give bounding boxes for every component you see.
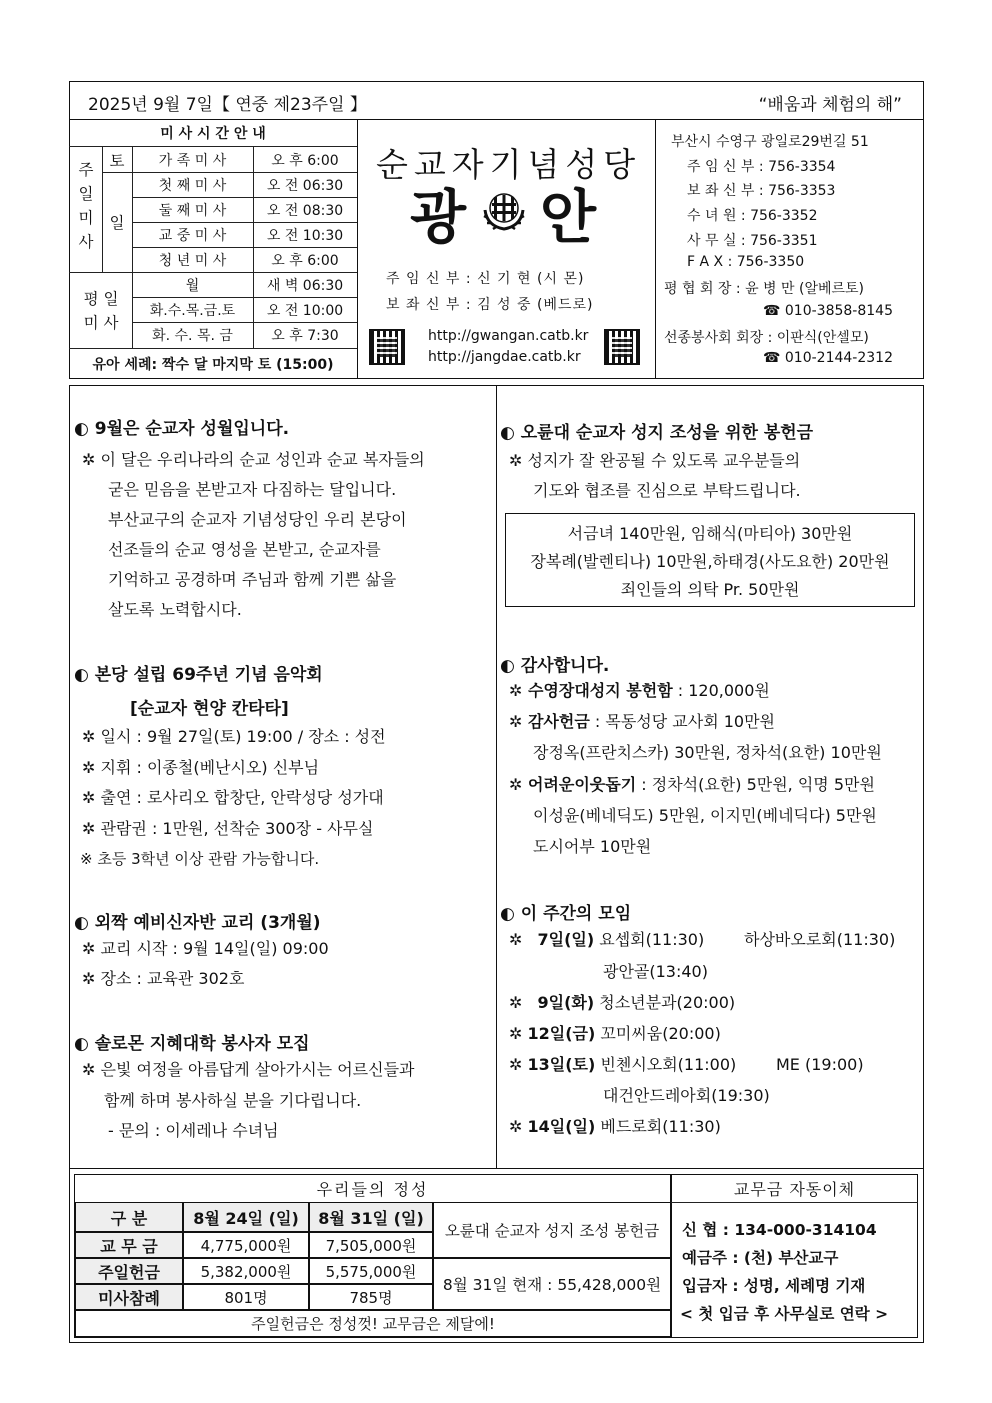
auto-transfer-title: 교무금 자동이체: [733, 1180, 856, 1199]
text-line: ✲ 감사헌금 : 목동성당 교사회 10만원: [509, 712, 776, 731]
meeting-row: 광안골(13:40): [603, 962, 708, 981]
text-line: 살도록 노력합시다.: [108, 600, 242, 619]
text-line: 장정옥(프란치스카) 30만원, 정차석(요한) 10만원: [533, 743, 882, 762]
mission-phone: ☎ 010-2144-2312: [763, 350, 893, 366]
url-link[interactable]: http://gwangan.catb.kr: [428, 328, 589, 344]
offering-cell: 785명: [309, 1284, 433, 1310]
mass-row-time: 오 전 08:30: [266, 202, 344, 219]
sunday-mass-label: 주 일 미 사: [78, 161, 94, 251]
section-catechism-title: ◐ 외짝 예비신자반 교리 (3개월): [74, 913, 321, 933]
text-line: ✲ 어려운이웃돕기 : 정차석(요한) 5만원, 익명 5만원: [509, 775, 875, 794]
text-line: 이성윤(베네딕도) 5만원, 이지민(베네딕다) 5만원: [533, 806, 877, 825]
text-line: 굳은 믿음을 본받고자 다짐하는 달입니다.: [108, 480, 397, 499]
text-line: ✲ 지휘 : 이종철(베난시오) 신부님: [82, 758, 320, 777]
text-line: 선조들의 순교 영성을 본받고, 순교자를: [108, 540, 381, 559]
section-concert-subtitle: [순교자 현양 칸타타]: [130, 699, 289, 719]
meeting-row: ✲ 7일(일) 요셉회(11:30): [509, 930, 705, 949]
section-volunteer-title: ◐ 솔로몬 지혜대학 봉사자 모집: [74, 1034, 310, 1054]
contact-line: 수 녀 원 : 756-3352: [687, 208, 818, 224]
sunday-label: 일: [109, 214, 125, 232]
motto: “배움과 체험의 해”: [758, 95, 902, 115]
donor-line: 죄인들의 의탁 Pr. 50만원: [620, 580, 800, 599]
contact-line: F A X : 756-3350: [687, 254, 805, 270]
text-line: ✲ 은빛 여정을 아름답게 살아가시는 어르신들과: [82, 1060, 415, 1079]
weekday-row-name: 화. 수. 목. 금: [152, 328, 233, 344]
infant-baptism-note: 유아 세례: 짝수 달 마지막 토 (15:00): [92, 356, 334, 373]
donor-line: 서금녀 140만원, 임해식(마티아) 30만원: [567, 524, 853, 543]
transfer-line: 신 협 : 134-000-314104: [682, 1221, 877, 1239]
mass-row-name: 가 족 미 사: [158, 152, 227, 169]
section-concert-title: ◐ 본당 설립 69주년 기념 음악회: [74, 665, 323, 685]
url-link[interactable]: http://jangdae.catb.kr: [428, 349, 581, 365]
section-shrine-offering-title: ◐ 오륜대 순교자 성지 조성을 위한 봉헌금: [500, 423, 814, 443]
qr-code-icon[interactable]: [369, 329, 405, 365]
section-meetings-title: ◐ 이 주간의 모임: [500, 904, 632, 924]
offering-cell: 5,575,000원: [309, 1258, 433, 1284]
offering-row-label: 교 무 금: [75, 1232, 183, 1258]
meeting-row: ✲ 9일(화) 청소년분과(20:00): [509, 993, 736, 1012]
offering-row-label: 미사참례: [75, 1284, 183, 1310]
offering-footer: 주일헌금은 정성껏! 교무금은 제달에!: [75, 1310, 671, 1337]
church-name: 순교자기념성당: [376, 145, 642, 184]
mass-row-name: 첫 째 미 사: [158, 177, 227, 194]
offering-col-label: 구 분: [75, 1202, 183, 1232]
offering-col-header: 8월 31일 (일): [309, 1202, 433, 1232]
weekday-row-name: 화.수.목.금.토: [149, 302, 236, 319]
cross-wreath-emblem: [479, 184, 529, 234]
text-line: - 문의 : 이세레나 수녀님: [108, 1121, 279, 1140]
contact-line: 사 무 실 : 756-3351: [687, 233, 818, 249]
donors-box: [505, 513, 915, 607]
address: 부산시 수영구 광일로29번길 51: [671, 134, 869, 150]
transfer-line: 예금주 : (천) 부산교구: [682, 1249, 839, 1267]
contact-line: 주 임 신 부 : 756-3354: [687, 159, 836, 175]
offering-cell: 4,775,000원: [183, 1232, 309, 1258]
text-line: ✲ 일시 : 9월 27일(토) 19:00 / 장소 : 성전: [82, 727, 386, 746]
text-line: ✲ 장소 : 교육관 302호: [82, 969, 245, 988]
weekday-mass-label: 평 일 미 사: [83, 290, 119, 332]
mass-row-time: 오 전 10:30: [266, 227, 344, 244]
council-phone: ☎ 010-3858-8145: [763, 303, 893, 319]
mass-row-time: 오 후 6:00: [271, 152, 339, 169]
council-president: 평 협 회 장 : 윤 병 만 (알베르토): [664, 281, 865, 297]
text-line: 기도와 협조를 진심으로 부탁드립니다.: [533, 481, 801, 500]
meeting-row: 대건안드레아회(19:30): [603, 1086, 770, 1105]
contact-line: 보 좌 신 부 : 756-3353: [687, 183, 836, 199]
offering-cell: 7,505,000원: [309, 1232, 433, 1258]
assistant-line: 보 좌 신 부 : 김 성 중 (베드로): [386, 297, 594, 313]
mass-schedule-title: 미 사 시 간 안 내: [160, 126, 266, 142]
weekday-row-time: 새 벽 06:30: [266, 277, 344, 294]
pastor-line: 주 임 신 부 : 신 기 현 (시 몬): [386, 271, 585, 287]
mass-row-time: 오 전 06:30: [266, 177, 344, 194]
meeting-row: ✲ 13일(토) 빈첸시오회(11:00): [509, 1055, 737, 1074]
weekday-row-name: 월: [185, 277, 200, 294]
offering-col-header: 오륜대 순교자 성지 조성 봉헌금: [433, 1202, 671, 1258]
meeting-row: ✲ 12일(금) 꼬미씨움(20:00): [509, 1024, 721, 1043]
text-line: ※ 초등 3학년 이상 관람 가능합니다.: [80, 850, 320, 868]
bulletin-title-right: 안: [540, 183, 597, 251]
meeting-extra: 하상바오로회(11:30): [744, 930, 896, 949]
text-line: ✲ 출연 : 로사리오 합창단, 안락성당 성가대: [82, 788, 384, 807]
mass-row-name: 교 중 미 사: [158, 227, 227, 244]
text-line: ✲ 성지가 잘 완공될 수 있도록 교우분들의: [509, 451, 801, 470]
text-line: ✲ 관람권 : 1만원, 선착순 300장 - 사무실: [82, 819, 374, 838]
shrine-fund-total: 8월 31일 현재 : 55,428,000원: [433, 1258, 671, 1310]
text-line: 도시어부 10만원: [533, 837, 652, 856]
weekday-row-time: 오 후 7:30: [271, 328, 339, 344]
offering-cell: 5,382,000원: [183, 1258, 309, 1284]
text-line: ✲ 수영장대성지 봉헌함 : 120,000원: [509, 681, 770, 700]
offering-cell: 801명: [183, 1284, 309, 1310]
text-line: 함께 하며 봉사하실 분을 기다립니다.: [104, 1091, 362, 1110]
text-line: ✲ 이 달은 우리나라의 순교 성인과 순교 복자들의: [82, 450, 425, 469]
mass-row-name: 청 년 미 사: [158, 252, 227, 269]
section-martyrs-month-title: ◐ 9월은 순교자 성월입니다.: [74, 419, 290, 439]
bulletin-title-left: 광: [410, 183, 467, 251]
mass-row-name: 둘 째 미 사: [158, 202, 227, 219]
mission-president: 선종봉사회 회장 : 이판식(안셀모): [664, 330, 869, 346]
meeting-row: ✲ 14일(일) 베드로회(11:30): [509, 1117, 721, 1136]
offering-row-label: 주일헌금: [75, 1258, 183, 1284]
meeting-extra: ME (19:00): [776, 1055, 864, 1074]
transfer-line: < 첫 입금 후 사무실로 연락 >: [680, 1305, 889, 1323]
text-line: ✲ 교리 시작 : 9월 14일(일) 09:00: [82, 939, 329, 958]
text-line: 부산교구의 순교자 기념성당인 우리 본당이: [108, 510, 407, 529]
donor-line: 장복례(발렌티나) 10만원,하태경(사도요한) 20만원: [530, 552, 890, 571]
date-line: 2025년 9월 7일【 연중 제23주일 】: [88, 95, 367, 115]
offering-col-header: 8월 24일 (일): [183, 1202, 309, 1232]
section-thanks-title: ◐ 감사합니다.: [500, 656, 610, 676]
transfer-line: 입금자 : 성명, 세례명 기재: [682, 1277, 866, 1295]
weekday-row-time: 오 전 10:00: [266, 302, 344, 319]
saturday-label: 토: [109, 151, 125, 170]
mass-row-time: 오 후 6:00: [271, 252, 339, 269]
text-line: 기억하고 공경하며 주님과 함께 기쁜 삶을: [108, 570, 397, 589]
offering-table-title: 우리들의 정성: [316, 1180, 429, 1199]
qr-code-icon[interactable]: [604, 329, 640, 365]
